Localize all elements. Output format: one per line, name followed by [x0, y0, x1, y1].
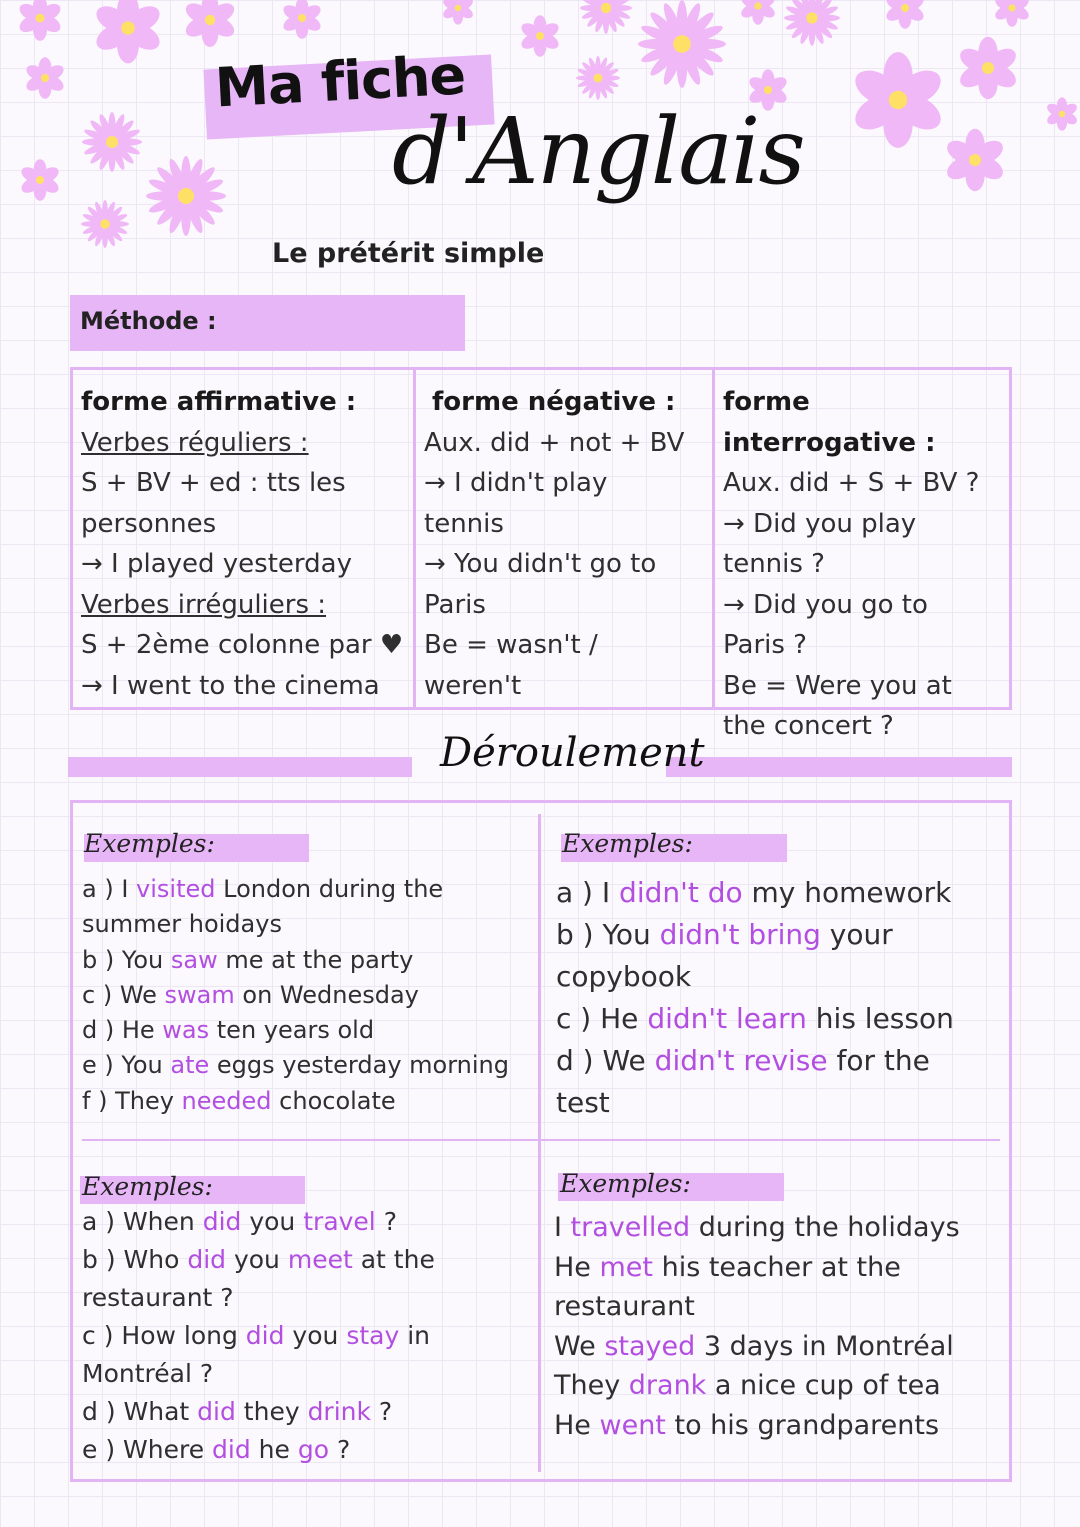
flower-icon — [92, 0, 164, 64]
example-text: my homework — [742, 876, 952, 909]
example-line — [556, 998, 954, 1040]
verb-highlight: didn't bring — [659, 918, 821, 951]
example-line — [82, 872, 509, 907]
answer-examples — [554, 1208, 960, 1446]
rule-line: the concert ? — [723, 711, 894, 741]
example-text: London during the — [215, 875, 444, 903]
example-text: your — [820, 918, 893, 951]
flower-icon — [850, 52, 946, 148]
example-text: he — [250, 1435, 298, 1464]
example-label: Exemples: — [82, 1172, 213, 1201]
example-text: a ) When — [82, 1207, 203, 1236]
flower-icon — [574, 54, 622, 102]
verb-highlight: drink — [307, 1397, 371, 1426]
verb-highlight: stayed — [604, 1330, 696, 1362]
verb-highlight: meet — [287, 1245, 353, 1274]
example-text: in — [399, 1321, 431, 1350]
flower-icon — [636, 0, 728, 90]
interrogative-column — [712, 370, 1009, 741]
example-text: ? — [370, 1397, 393, 1426]
flower-icon — [956, 36, 1020, 100]
rule-line: Verbes réguliers : — [81, 427, 309, 458]
rule-line: Paris — [424, 589, 486, 620]
affirmative-examples — [82, 872, 509, 1119]
flower-icon — [943, 128, 1007, 192]
example-text: d ) We — [556, 1044, 655, 1077]
example-text: on Wednesday — [234, 980, 419, 1009]
example-line — [556, 956, 954, 998]
verb-highlight: didn't revise — [654, 1044, 828, 1077]
example-text: restaurant — [554, 1291, 695, 1323]
example-text: Montréal ? — [82, 1359, 214, 1388]
rule-line: → Did you go to — [723, 589, 928, 620]
example-text: his teacher at the — [653, 1251, 901, 1283]
verb-highlight: needed — [181, 1086, 272, 1115]
flower-icon — [280, 0, 324, 40]
flower-icon — [578, 0, 634, 36]
example-label: Exemples: — [560, 1169, 691, 1198]
example-line — [82, 1048, 509, 1083]
grid-horizontal-divider — [82, 1139, 1000, 1141]
rule-line: S + BV + ed : tts les — [81, 468, 346, 498]
example-line — [556, 914, 954, 956]
verb-highlight: drank — [628, 1370, 707, 1402]
example-line — [82, 1279, 435, 1317]
affirmative-column — [73, 370, 413, 707]
example-label: Exemples: — [84, 829, 215, 858]
verb-highlight: did — [212, 1435, 251, 1464]
rule-line: → You didn't go to — [424, 549, 657, 579]
rule-line: Paris ? — [723, 630, 807, 660]
verb-highlight: didn't learn — [647, 1002, 807, 1035]
rule-line: Verbes irréguliers : — [81, 589, 327, 620]
example-text: restaurant ? — [82, 1283, 234, 1312]
rule-line: Aux. did + not + BV — [424, 427, 685, 458]
flower-icon — [992, 0, 1032, 28]
flower-icon — [80, 110, 144, 174]
example-text: to his grandparents — [665, 1409, 940, 1441]
flower-icon — [738, 0, 778, 26]
example-line — [554, 1327, 960, 1367]
example-text: for the — [827, 1044, 930, 1077]
method-table — [70, 367, 1012, 741]
example-text: b ) You — [82, 945, 171, 974]
example-text: copybook — [556, 960, 692, 993]
grid-vertical-divider — [538, 814, 541, 1472]
flower-icon — [16, 0, 64, 42]
example-text: during the holidays — [690, 1212, 960, 1243]
column-heading: forme affirmative : — [81, 387, 357, 417]
column-lines — [723, 463, 1001, 747]
flower-icon — [782, 0, 842, 48]
flower-icon — [518, 14, 562, 58]
example-text: they — [235, 1397, 308, 1426]
example-line — [554, 1287, 960, 1327]
rule-line: Be = wasn't / — [424, 630, 598, 660]
column-heading: forme interrogative : — [723, 387, 936, 458]
example-text: e ) You — [82, 1051, 171, 1080]
flower-icon — [144, 154, 228, 238]
example-text: a ) I — [82, 875, 137, 903]
example-text: eggs yesterday morning — [209, 1051, 509, 1080]
verb-highlight: did — [197, 1397, 236, 1426]
example-text: a nice cup of tea — [706, 1370, 941, 1402]
example-label: Exemples: — [562, 829, 693, 858]
verb-highlight: did — [187, 1245, 227, 1274]
flower-icon — [23, 56, 67, 100]
column-lines — [81, 423, 405, 707]
rule-line: tennis — [424, 508, 504, 539]
example-text: c ) How long — [82, 1321, 246, 1350]
example-text: 3 days in Montréal — [695, 1330, 954, 1362]
example-text: They — [554, 1370, 629, 1402]
example-line — [82, 1431, 435, 1469]
column-heading: forme négative : — [432, 387, 676, 417]
rule-line: → I played yesterday — [81, 549, 352, 579]
verb-highlight: visited — [136, 875, 216, 903]
rule-line: personnes — [81, 508, 217, 539]
rule-line: Aux. did + S + BV ? — [723, 468, 980, 498]
example-line — [82, 1203, 435, 1241]
example-text: ten years old — [209, 1016, 375, 1045]
verb-highlight: stay — [346, 1321, 400, 1350]
rule-line: S + 2ème colonne par ♥ — [81, 630, 404, 660]
divider-left — [68, 757, 412, 777]
flower-icon — [883, 0, 927, 30]
rule-line: → I didn't play — [424, 468, 608, 498]
example-text: summer hoidays — [82, 910, 282, 939]
example-text: ? — [329, 1435, 351, 1464]
rule-line: → Did you play — [723, 508, 917, 539]
example-text: b ) You — [556, 918, 660, 951]
example-line — [554, 1248, 960, 1288]
example-line — [556, 1040, 954, 1082]
page-title: Ma fiche — [213, 43, 467, 120]
verb-highlight: did — [202, 1207, 242, 1236]
flower-icon — [79, 198, 131, 250]
example-text: his lesson — [806, 1002, 954, 1035]
example-line — [82, 1355, 435, 1393]
example-line — [82, 978, 509, 1013]
example-text: a ) I — [556, 876, 620, 909]
verb-highlight: swam — [164, 980, 235, 1009]
example-line — [82, 1241, 435, 1279]
example-line — [554, 1366, 960, 1406]
example-text: He — [554, 1251, 600, 1283]
example-line — [554, 1406, 960, 1446]
flower-icon — [1044, 96, 1080, 132]
negative-column — [413, 370, 712, 707]
example-line — [82, 907, 509, 942]
example-text: ? — [375, 1207, 397, 1236]
example-line — [82, 1393, 435, 1431]
section-title: Déroulement — [440, 730, 705, 776]
example-text: chocolate — [271, 1086, 396, 1115]
example-text: d ) He — [82, 1016, 163, 1045]
example-text: you — [226, 1245, 288, 1274]
flower-icon — [182, 0, 238, 48]
rule-line: Be = Were you at — [723, 670, 952, 701]
verb-highlight: travel — [303, 1207, 376, 1236]
example-text: test — [556, 1086, 610, 1119]
example-line — [82, 1084, 509, 1119]
rule-line: → I went to the cinema — [81, 670, 380, 701]
example-line — [82, 1013, 509, 1048]
example-text: c ) We — [82, 980, 165, 1009]
method-heading: Méthode : — [80, 307, 217, 335]
example-text: f ) They — [82, 1086, 182, 1115]
negative-examples — [556, 872, 954, 1124]
example-text: We — [554, 1330, 605, 1362]
verb-highlight: went — [599, 1409, 666, 1441]
example-text: you — [241, 1207, 304, 1236]
flower-icon — [440, 0, 476, 26]
verb-highlight: ate — [170, 1051, 210, 1080]
page-subtitle: Le prétérit simple — [272, 238, 545, 269]
page-title-script: d'Anglais — [392, 98, 804, 205]
column-lines — [424, 423, 704, 707]
example-text: c ) He — [556, 1002, 648, 1035]
rule-line: tennis ? — [723, 549, 825, 579]
verb-highlight: was — [162, 1016, 210, 1045]
example-text: b ) Who — [82, 1245, 188, 1274]
example-text: me at the party — [217, 945, 414, 974]
example-line — [554, 1208, 960, 1248]
example-line — [82, 1317, 435, 1355]
verb-highlight: did — [245, 1321, 285, 1350]
example-text: d ) What — [82, 1397, 198, 1426]
verb-highlight: didn't do — [619, 876, 743, 909]
example-text: you — [284, 1321, 347, 1350]
divider-right — [666, 757, 1012, 777]
example-line — [556, 1082, 954, 1124]
verb-highlight: go — [297, 1435, 330, 1464]
example-text: at the — [352, 1245, 435, 1274]
verb-highlight: met — [599, 1251, 653, 1283]
question-examples — [82, 1203, 435, 1469]
example-text: e ) Where — [82, 1435, 213, 1464]
verb-highlight: travelled — [570, 1212, 691, 1243]
example-text: He — [554, 1409, 600, 1441]
example-line — [556, 872, 954, 914]
verb-highlight: saw — [170, 945, 218, 974]
example-line — [82, 943, 509, 978]
example-text: I — [554, 1212, 571, 1243]
rule-line: weren't — [424, 670, 522, 701]
flower-icon — [18, 158, 62, 202]
